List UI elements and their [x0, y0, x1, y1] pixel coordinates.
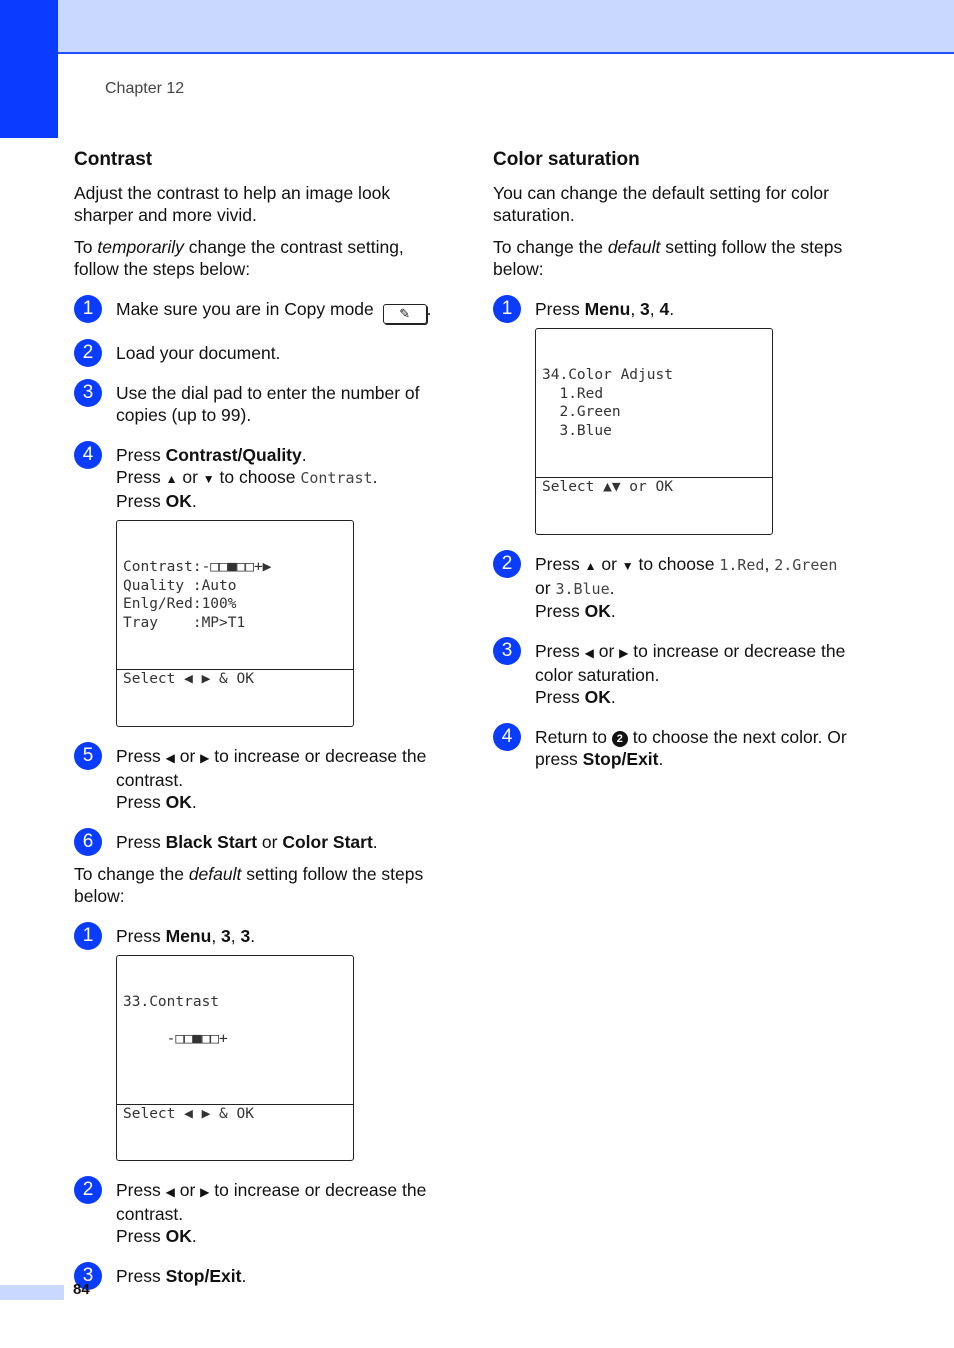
- down-arrow-icon: ▼: [202, 472, 215, 486]
- down-arrow-icon: ▼: [621, 558, 634, 573]
- footer-band: [0, 1285, 64, 1300]
- step-number: 4: [74, 441, 102, 469]
- step-number: 1: [74, 922, 102, 950]
- contrast-step-5: 5 Press ◀ or ▶ to increase or decrease the contrast. Press OK.: [74, 745, 446, 813]
- left-arrow-icon: ◀: [584, 645, 594, 660]
- step-number: 6: [74, 828, 102, 856]
- step-number: 2: [493, 550, 521, 578]
- contrast-title: Contrast: [74, 149, 153, 170]
- copy-mode-icon: ✎: [383, 304, 427, 324]
- contrast-step-6: 6 Press Black Start or Color Start.: [74, 831, 446, 853]
- chapter-label: Chapter 12: [105, 80, 185, 97]
- saturation-default-intro: To change the default setting follow the steps below:: [493, 237, 843, 279]
- saturation-step-1: 1 Press Menu, 3, 4. 34.Color Adjust 1.Red 2.Green 3.Blue Select ▲▼ or OK: [493, 298, 863, 535]
- left-arrow-icon: ◀: [165, 750, 175, 765]
- saturation-intro: You can change the default setting for color saturation.: [493, 183, 829, 225]
- step-number: 2: [74, 339, 102, 367]
- contrast-default-intro: To change the default setting follow the steps below:: [74, 863, 424, 906]
- left-arrow-icon: ◀: [165, 1185, 175, 1199]
- up-arrow-icon: ▲: [165, 472, 178, 486]
- contrast-default-step-1: 1 Press Menu, 3, 3. 33.Contrast -□□■□□+ Select ◀ ▶ & OK: [74, 925, 446, 1162]
- step-number: 1: [493, 295, 521, 323]
- step-number: 5: [74, 742, 102, 770]
- lcd-display-contrast-default: 33.Contrast -□□■□□+ Select ◀ ▶ & OK: [116, 955, 354, 1162]
- step-number: 3: [74, 379, 102, 407]
- saturation-title: Color saturation: [493, 149, 640, 170]
- step-number: 2: [74, 1176, 102, 1204]
- step-reference-icon: 2: [612, 731, 628, 747]
- contrast-default-step-3: 3 Press Stop/Exit.: [74, 1265, 446, 1287]
- right-arrow-icon: ▶: [200, 1185, 210, 1199]
- saturation-step-2: 2 Press ▲ or ▼ to choose 1.Red, 2.Green or 3.Blue. Press OK.: [493, 553, 863, 622]
- contrast-step-2: 2 Load your document.: [74, 342, 446, 364]
- right-arrow-icon: ▶: [200, 750, 210, 765]
- saturation-step-4: 4 Return to 2 to choose the next color. Or press Stop/Exit.: [493, 726, 863, 770]
- contrast-section: [74, 148, 446, 1305]
- lcd-display-contrast: Contrast:-□□■□□+▶ Quality :Auto Enlg/Red:100% Tray :MP>T1 Select ◀ ▶ & OK: [116, 520, 354, 727]
- step-number: 3: [493, 637, 521, 665]
- step-number: 1: [74, 295, 102, 323]
- up-arrow-icon: ▲: [584, 558, 597, 573]
- step-number: 4: [493, 723, 521, 751]
- saturation-step-3: 3 Press ◀ or ▶ to increase or decrease the color saturation. Press OK.: [493, 640, 863, 708]
- chapter-tab: [0, 0, 58, 138]
- right-arrow-icon: ▶: [619, 645, 629, 660]
- step-number: 3: [74, 1262, 102, 1290]
- saturation-section: [493, 148, 863, 788]
- contrast-intro: Adjust the contrast to help an image look sharper and more vivid.: [74, 183, 391, 225]
- contrast-step-1: 1 Make sure you are in Copy mode ✎ .: [74, 298, 446, 324]
- header-band: [0, 0, 954, 54]
- contrast-default-step-2: 2 Press ◀ or ▶ to increase or decrease the contrast. Press OK.: [74, 1179, 446, 1247]
- lcd-display-color-adjust: 34.Color Adjust 1.Red 2.Green 3.Blue Select ▲▼ or OK: [535, 328, 773, 535]
- contrast-step-4: 4 Press Contrast/Quality. Press ▲ or ▼ to choose Contrast. Press OK. Contrast:-□□■□□+▶ Quality :Auto Enlg/Red:100% Tray :MP>T1 Select ◀ ▶ & OK: [74, 444, 446, 727]
- contrast-step-3: 3 Use the dial pad to enter the number of copies (up to 99).: [74, 382, 446, 426]
- contrast-temp-intro: To temporarily change the contrast setting, follow the steps below:: [74, 237, 404, 279]
- page-number: 84: [73, 1281, 90, 1298]
